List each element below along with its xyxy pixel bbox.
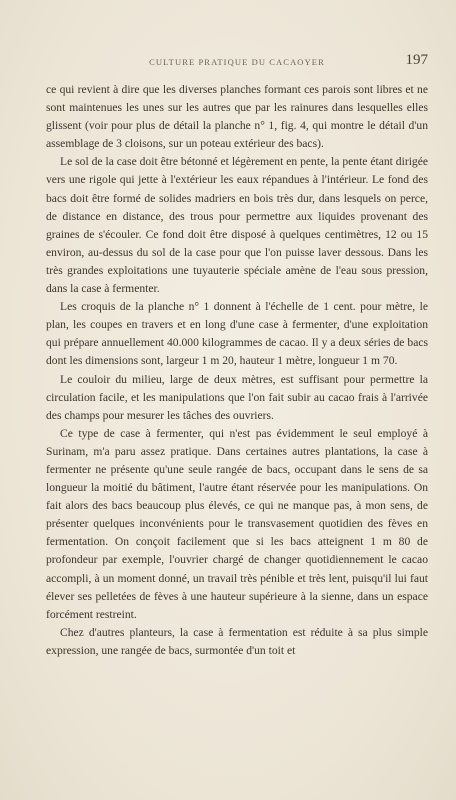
paragraph: Le sol de la case doit être bétonné et légèrement en pente, la pente étant dirigée vers une rigole qui jette à l'extérieur les eaux répandues à l'intérieur. Le fond des bacs doit être formé de solides madriers en bois très dur, dans lesquels on perce, de distance en distance, des trous pour permettre aux liquides provenant des graines de s'écouler. Ce fond doit être disposé à quelques centimètres, 12 ou 15 environ, au-dessus du sol de la case pour que l'on puisse laver dessous. Dans les très grandes exploitations une tuyauterie spéciale amène de l'eau sous pression, dans la case à fermenter. xyxy=(46,155,428,296)
page-header xyxy=(46,52,428,72)
body-text xyxy=(46,81,428,660)
paragraph: Les croquis de la planche n° 1 donnent à l'échelle de 1 cent. pour mètre, le plan, les coupes en travers et en long d'une case à fermenter, d'une exploitation qui prépare annuellement 40.000 kilogrammes de cacao. Il y a deux séries de bacs dont les dimensions sont, largeur 1 m 20, hauteur 1 mètre, longueur 1 m 70. xyxy=(46,300,428,368)
paragraph: Chez d'autres planteurs, la case à fermentation est réduite à sa plus simple expression, une rangée de bacs, surmontée d'un toit et xyxy=(46,625,428,657)
paragraph: Ce type de case à fermenter, qui n'est pas évidemment le seul employé à Surinam, m'a paru assez pratique. Dans certaines autres plantations, la case à fermenter ne présente qu'une seule rangée de bacs, occupant dans le sens de sa longueur la moitié du bâtiment, l'autre étant réservée pour les manipulations. On fait alors des bacs beaucoup plus élevés, ce qui ne manque pas, à mon sens, de présenter quelques inconvénients pour le transvasement quotidien des fèves en fermentation. On conçoit facilement que si les bacs atteignent 1 m 80 de profondeur par exemple, l'ouvrier chargé de changer quotidiennement le cacao accompli, à un moment donné, un travail très pénible et très lent, puisqu'il lui faut élever ses pelletées de fèves à une hauteur supérieure à la sienne, dans un espace forcément restreint. xyxy=(46,426,428,621)
paragraph: Le couloir du milieu, large de deux mètres, est suffisant pour permettre la circulation facile, et les manipulations que l'on fait subir au cacao frais à l'arrivée des champs pour mesurer les tâches des ouvriers. xyxy=(46,372,428,422)
page-number: 197 xyxy=(405,52,428,68)
paragraph: ce qui revient à dire que les diverses planches formant ces parois sont libres et ne sont maintenues les unes sur les autres que par les rainures dans lesquelles elles glissent (voir pour plus de détail la planche n° 1, fig. 4, qui montre le détail d'un assemblage de 3 cloisons, sur un poteau extérieur des bacs). xyxy=(46,83,428,151)
running-title: CULTURE PRATIQUE DU CACAOYER xyxy=(149,57,325,67)
